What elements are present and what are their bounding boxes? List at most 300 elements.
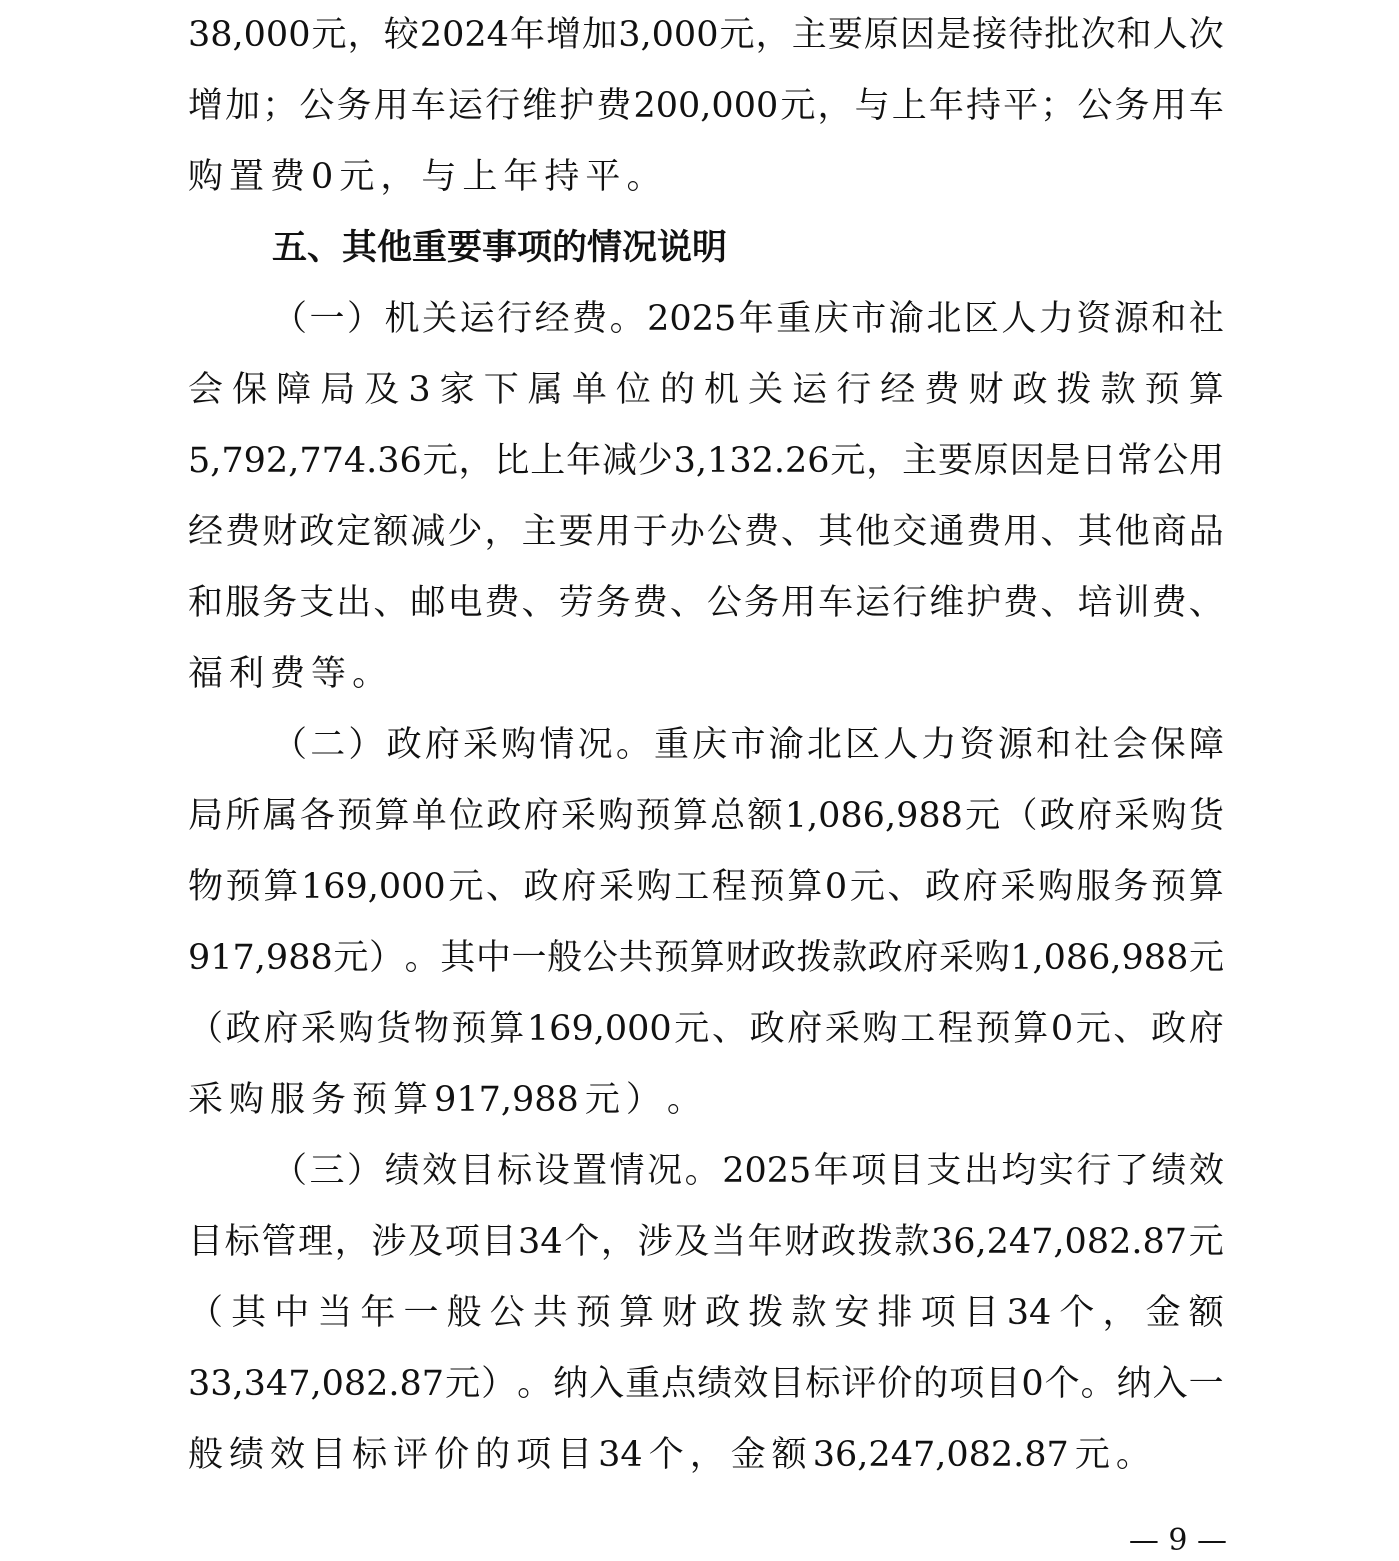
text-token: 保 [1150,725,1186,765]
text-token: 劳 [558,583,594,623]
text-token: 。 [352,654,388,694]
text-line [188,1136,1224,1207]
text-token: 物 [188,867,224,907]
text-token: 金 [730,1435,766,1475]
text-token: 主 [521,512,557,552]
text-token: 效 [1188,1151,1224,1191]
text-token: 入 [589,1364,625,1404]
text-token: 的 [475,1435,511,1475]
text-token: 人 [883,725,919,765]
text-token: 下 [483,370,519,410]
text-token: 府 [561,867,597,907]
text-token: 一 [511,938,547,978]
text-token: 是 [1045,441,1081,481]
text-token: ， [1102,1293,1138,1333]
paragraph-continuation [188,0,1224,213]
text-token: 务 [1113,867,1149,907]
text-token: 服 [270,1080,306,1120]
paragraph-item-1 [188,284,1224,710]
text-token: 力 [921,725,957,765]
text-token: 项 [516,1435,552,1475]
text-token: 及 [408,1222,444,1262]
text-token: 情 [609,1151,645,1191]
text-token: 中 [274,1293,310,1333]
text-token: 三 [309,1151,345,1191]
text-token: 用 [1188,441,1224,481]
text-token: 项 [444,1222,480,1262]
text-token: 与 [854,86,890,126]
text-token: 其 [818,512,854,552]
text-token: 务 [336,86,372,126]
text-token: 0 [824,867,848,907]
text-token: 3,000 [618,15,719,55]
text-token: 公 [706,512,742,552]
text-token: 预 [975,1009,1011,1049]
text-token: 人 [1152,15,1188,55]
text-line [188,781,1224,852]
text-token: 额 [747,796,783,836]
page-number: — 9 — [1128,1523,1227,1558]
text-token: 费 [924,370,960,410]
text-token: 采 [824,1009,860,1049]
text-token: 、 [486,867,522,907]
text-token: 财 [725,938,761,978]
text-token: 机 [704,370,740,410]
text-token: 府 [1077,796,1113,836]
text-token: 排 [877,1293,913,1333]
text-token: 预 [575,1293,611,1333]
text-token: 其 [231,1293,267,1333]
text-token: 出 [963,1151,999,1191]
text-token: 置 [229,157,265,197]
text-token: （ [188,1009,224,1049]
text-token: 货 [1188,796,1224,836]
text-token: 涉 [637,1222,673,1262]
text-token: 源 [1113,299,1149,339]
text-token: 目 [188,1222,224,1262]
text-token: 34 [598,1435,643,1475]
text-token: 元 [333,938,369,978]
text-line [188,1278,1224,1349]
text-token: 。 [404,938,440,978]
text-token: 。 [517,1364,553,1404]
text-token: 购 [338,1009,374,1049]
text-token: 政 [299,512,335,552]
text-token: 运 [792,370,828,410]
text-token: 关 [422,299,458,339]
text-token: 绩 [384,1151,420,1191]
text-token: 用 [373,86,409,126]
text-token: ； [262,86,298,126]
text-token: 运 [459,299,495,339]
text-token: 预 [653,938,689,978]
text-token: 减 [410,512,446,552]
text-token: 因 [900,15,936,55]
text-token: 预 [749,867,785,907]
text-token: 年 [509,15,545,55]
text-token: 财 [262,512,298,552]
text-token: 36,247,082.87 [812,1435,1069,1475]
text-token: 元 [674,1009,710,1049]
text-token: ， [817,86,853,126]
text-token: 额 [1188,1293,1224,1333]
text-token: 拨 [748,1293,784,1333]
text-token: 额 [771,1435,807,1475]
text-token: 培 [1077,583,1113,623]
text-token: 局 [188,796,224,836]
text-token: 项 [920,1293,956,1333]
text-token: 社 [1074,725,1110,765]
text-token: 于 [632,512,668,552]
text-token: 平 [1003,86,1039,126]
text-token: 车 [410,86,446,126]
text-token: 费 [270,157,306,197]
text-token: 府 [263,1009,299,1049]
text-token: 的 [913,1364,949,1404]
text-token: 38,000 [188,15,311,55]
text-token: 预 [1151,867,1187,907]
text-token: 、 [1188,583,1224,623]
text-line [188,923,1224,994]
text-token: 用 [1151,86,1187,126]
text-token: 少 [637,441,673,481]
text-token: 运 [855,583,891,623]
text-token: 务 [311,1080,347,1120]
text-token: 费 [270,654,306,694]
text-token: 属 [262,796,298,836]
text-token: 支 [926,1151,962,1191]
text-token: 障 [1188,725,1224,765]
text-token: 务 [743,583,779,623]
text-token: 府 [903,938,939,978]
text-token: 评 [393,1435,429,1475]
text-token: 车 [1188,86,1224,126]
text-token: （ [272,725,308,765]
text-token: ） [368,938,404,978]
text-line [188,142,1224,213]
text-token: 效 [733,1364,769,1404]
text-token: 况 [577,725,613,765]
text-token: 的 [659,370,695,410]
text-token: 财 [662,1293,698,1333]
text-token: 政 [705,1293,741,1333]
text-token: 原 [863,15,899,55]
text-token: 日 [1081,441,1117,481]
text-token: 区 [845,725,881,765]
text-token: 是 [936,15,972,55]
text-token: 购 [229,1080,265,1120]
text-token: 、 [887,867,923,907]
text-token: 政 [1039,796,1075,836]
text-token: 3,132.26 [673,441,830,481]
text-token: ， [484,512,520,552]
text-token: 持 [965,86,1001,126]
text-token: 费 [1151,583,1187,623]
text-line [188,1207,1224,1278]
text-token: 服 [1075,867,1111,907]
text-token: 元 [1188,938,1224,978]
text-token: 北 [926,299,962,339]
text-token: 费 [596,86,632,126]
text-token: 。 [615,725,651,765]
text-token: 府 [523,796,559,836]
text-token: 接 [972,15,1008,55]
text-token: （ [272,1151,308,1191]
text-line [188,994,1224,1065]
text-token: 次 [1188,15,1224,55]
text-token: ） [348,725,384,765]
text-token: 目 [985,1364,1021,1404]
text-token: 资 [1076,299,1112,339]
text-token: 一 [403,1293,439,1333]
text-line [188,71,1224,142]
text-token: 公 [489,1293,525,1333]
text-token: 项 [949,1364,985,1404]
text-token: 预 [1144,370,1180,410]
text-token: 元 [311,15,347,55]
text-token: 目 [459,1151,495,1191]
text-token: 训 [1114,583,1150,623]
text-token: 办 [669,512,705,552]
text-token: 标 [352,1435,388,1475]
text-token: 共 [532,1293,568,1333]
text-token: 况 [647,1151,683,1191]
text-token: 个 [648,1435,684,1475]
text-token: 采 [300,1009,336,1049]
text-token: 般 [547,938,583,978]
text-line [188,1065,1224,1136]
text-token: 重 [654,725,690,765]
text-token: 府 [424,725,460,765]
text-token: 务 [262,583,298,623]
text-token: 各 [299,796,335,836]
text-token: 元 [584,1080,620,1120]
text-token: 款 [832,938,868,978]
text-token: 费 [966,512,1002,552]
text-token: 和 [1116,15,1152,55]
text-token: 917,988 [434,1080,579,1120]
text-token: 元 [780,86,816,126]
text-token: 目 [963,1293,999,1333]
text-token: 。 [1080,1364,1116,1404]
text-token: 元 [849,867,885,907]
text-token: 市 [730,725,766,765]
text-token: 元 [448,867,484,907]
text-token: 拨 [1056,370,1092,410]
text-token: 共 [618,938,654,978]
text-token: 邮 [410,583,446,623]
text-token: 和 [1151,299,1187,339]
text-token: 年 [747,1222,783,1262]
text-token: 、 [373,583,409,623]
text-token: 务 [1114,86,1150,126]
text-token: 政 [486,796,522,836]
text-token: 、 [669,583,705,623]
text-token: 所 [225,796,261,836]
text-token: 要 [827,15,863,55]
text-token: 年 [360,1293,396,1333]
text-token: 算 [263,867,299,907]
text-token: 及 [364,370,400,410]
text-token: 位 [615,370,651,410]
text-token: 元 [965,796,1001,836]
text-token: 定 [336,512,372,552]
text-token: ） [481,1364,517,1404]
text-line [188,497,1224,568]
text-token: 置 [572,1151,608,1191]
text-token: 费 [1003,583,1039,623]
text-token: 安 [834,1293,870,1333]
text-token: 区 [963,299,999,339]
text-token: 个 [564,1222,600,1262]
text-token: 169,000 [526,1009,672,1049]
text-token: 年 [503,157,539,197]
text-token: 算 [672,796,708,836]
text-token: 总 [710,796,746,836]
text-token: 行 [1076,1151,1112,1191]
text-token: 算 [1188,867,1224,907]
text-token: 保 [232,370,268,410]
text-token: 34 [1006,1293,1052,1333]
text-token: 政 [867,938,903,978]
text-token: ； [1040,86,1076,126]
text-token: 目 [888,1151,924,1191]
text-token: 。 [1115,1435,1151,1475]
text-token: 程 [711,867,747,907]
text-token: 169,000 [300,867,446,907]
text-token: 福 [188,654,224,694]
text-token: 待 [1008,15,1044,55]
text-token: 政 [820,1222,856,1262]
text-token: 社 [1188,299,1224,339]
text-token: 3 [408,370,431,410]
text-token: 购 [188,157,224,197]
text-token: （ [188,1293,224,1333]
section-heading [188,213,1224,284]
text-token: 政 [1151,1009,1187,1049]
text-token: 财 [784,1222,820,1262]
text-token: 目 [769,1364,805,1404]
text-token: 200,000 [633,86,779,126]
text-token: 目 [311,1435,347,1475]
text-token: 支 [299,583,335,623]
text-token: 款 [894,1222,930,1262]
text-token: 主 [902,441,938,481]
text-token: 行 [836,370,872,410]
text-token: 款 [791,1293,827,1333]
text-line [188,1349,1224,1420]
text-token: 务 [595,583,631,623]
text-token: 会 [1112,725,1148,765]
text-token: 公 [1077,86,1113,126]
text-token: 采 [598,867,634,907]
text-token: 。 [666,1080,702,1120]
text-token: 财 [968,370,1004,410]
text-token: 预 [337,796,373,836]
text-token: 工 [900,1009,936,1049]
text-token: 5,792,774.36 [188,441,422,481]
text-token: 预 [451,1009,487,1049]
text-token: 护 [966,583,1002,623]
text-token: 购 [501,725,537,765]
text-token: 元 [830,441,866,481]
text-token: 公 [299,86,335,126]
text-token: 当 [710,1222,746,1262]
text-token: 理 [298,1222,334,1262]
text-token: 算 [689,938,725,978]
text-token: 情 [539,725,575,765]
text-token: 目 [481,1222,517,1262]
text-line [188,568,1224,639]
heading-line: 五、其他重要事项的情况说明 [272,228,728,268]
text-token: 和 [188,583,224,623]
text-token: 源 [997,725,1033,765]
text-token: （ [1002,796,1038,836]
text-token: ） [625,1080,661,1120]
text-token: 标 [224,1222,260,1262]
text-token: 采 [463,725,499,765]
text-token: 。 [684,1151,720,1191]
text-token: 采 [1114,796,1150,836]
paragraph-item-3 [188,1136,1224,1491]
text-token: 与 [421,157,457,197]
text-token: 电 [447,583,483,623]
text-token: 元 [1188,1222,1224,1262]
text-line [188,852,1224,923]
text-token: 购 [862,1009,898,1049]
text-token: 款 [1100,370,1136,410]
text-token: 一 [1188,1364,1224,1404]
text-token: 位 [449,796,485,836]
text-token: 利 [229,654,265,694]
text-token: 价 [877,1364,913,1404]
text-token: 中 [475,938,511,978]
text-line [188,0,1224,71]
text-token: 维 [522,86,558,126]
text-token: 货 [376,1009,412,1049]
text-token: 渝 [768,725,804,765]
text-token: 护 [559,86,595,126]
text-token: 年 [566,441,602,481]
text-token: 、 [781,512,817,552]
text-token: 二 [310,725,346,765]
text-token: 费 [572,299,608,339]
text-token: 均 [1001,1151,1037,1191]
text-token: 纳 [1116,1364,1152,1404]
text-token: 、 [1040,512,1076,552]
text-token: 标 [805,1364,841,1404]
text-token: 重 [625,1364,661,1404]
text-token: 额 [373,512,409,552]
text-token: 涉 [371,1222,407,1262]
text-token: ， [334,1222,370,1262]
text-token: 算 [618,1293,654,1333]
text-token: 车 [818,583,854,623]
text-token: ， [755,15,791,55]
text-token: 预 [635,796,671,836]
text-token: 算 [1188,370,1224,410]
text-token: 经 [534,299,570,339]
text-token: 用 [595,512,631,552]
text-token: 2025 [647,299,737,339]
text-token: 算 [489,1009,525,1049]
text-token: 府 [787,1009,823,1049]
text-token: 绩 [229,1435,265,1475]
text-token: 1,086,988 [1010,938,1189,978]
text-line [188,355,1224,426]
text-token: 人 [1001,299,1037,339]
text-token: ， [689,1435,725,1475]
